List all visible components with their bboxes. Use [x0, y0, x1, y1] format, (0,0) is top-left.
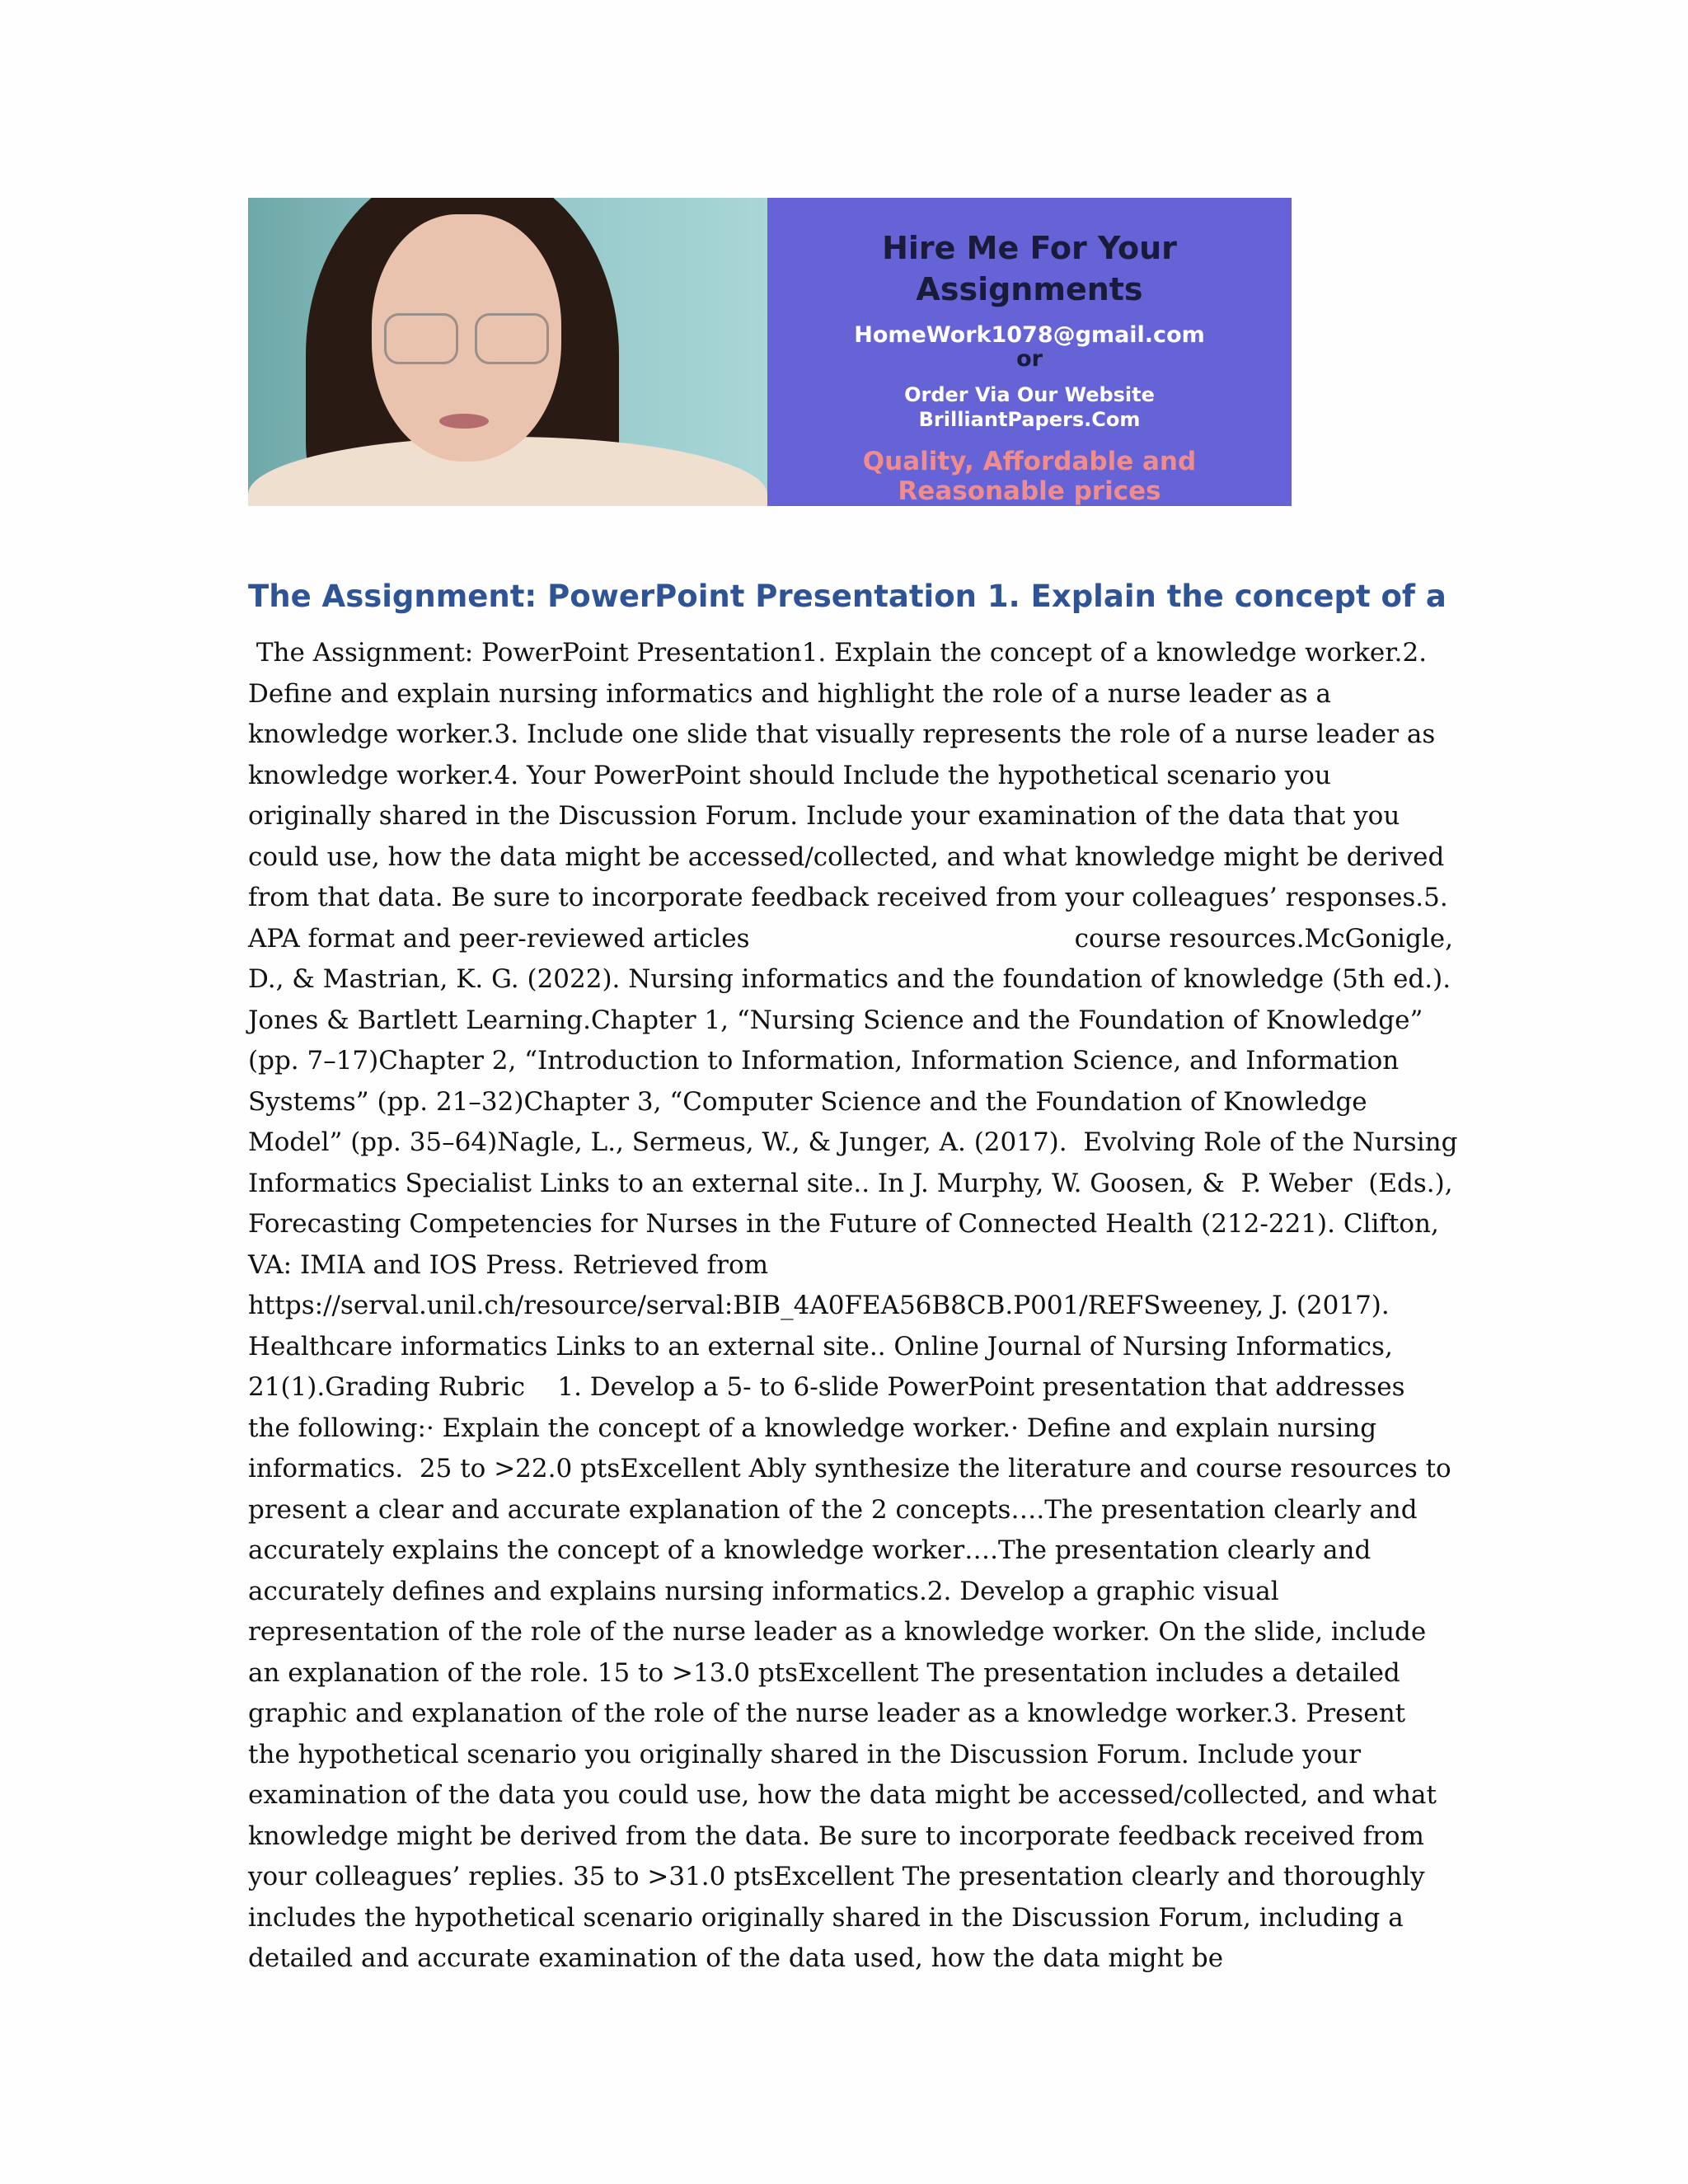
- body-line: Systems” (pp. 21–32)Chapter 3, “Computer Science and the Foundation of Knowledge: [248, 1086, 1367, 1117]
- body-line: Jones & Bartlett Learning.Chapter 1, “Nursing Science and the Foundation of Knowledge”: [248, 1005, 1423, 1035]
- body-line: accurately explains the concept of a knowledge worker….The presentation clearly and: [248, 1535, 1372, 1565]
- body-line: The Assignment: PowerPoint Presentation1. Explain the concept of a knowledge worker.2.: [248, 638, 1428, 668]
- body-line: accurately defines and explains nursing informatics.2. Develop a graphic visual: [248, 1576, 1279, 1606]
- page-heading: The Assignment: PowerPoint Presentation 1. Explain the concept of a: [248, 579, 1447, 614]
- banner-text-panel: [767, 198, 1292, 506]
- body-line: Define and explain nursing informatics and highlight the role of a nurse leader as a: [248, 678, 1331, 709]
- body-line: Informatics Specialist Links to an external site.. In J. Murphy, W. Goosen, & P. Weber (Eds.),: [248, 1168, 1453, 1198]
- body-paragraph: [248, 633, 1458, 1980]
- body-line: Forecasting Competencies for Nurses in the Future of Connected Health (212-221). Clifton,: [248, 1209, 1439, 1239]
- body-line: Model” (pp. 35–64)Nagle, L., Sermeus, W., & Junger, A. (2017). Evolving Role of the Nursing: [248, 1127, 1458, 1157]
- body-line: knowledge worker.3. Include one slide that visually represents the role of a nurse leader as: [248, 719, 1436, 749]
- body-line: informatics. 25 to >22.0 ptsExcellent Ably synthesize the literature and course resources to: [248, 1454, 1451, 1483]
- body-line: knowledge worker.4. Your PowerPoint should Include the hypothetical scenario you: [248, 760, 1331, 790]
- body-line: present a clear and accurate explanation of the 2 concepts….The presentation clearly and: [248, 1494, 1418, 1525]
- advertisement-banner: [248, 198, 1292, 506]
- body-line: the following:· Explain the concept of a knowledge worker.· Define and explain nursing: [248, 1413, 1377, 1443]
- banner-headline: Hire Me For Your Assignments: [882, 230, 1177, 307]
- body-line: knowledge might be derived from the data. Be sure to incorporate feedback received from: [248, 1821, 1424, 1851]
- body-line: detailed and accurate examination of the data used, how the data might be: [248, 1943, 1224, 1973]
- banner-or: or: [1016, 346, 1043, 372]
- body-line: an explanation of the role. 15 to >13.0 ptsExcellent The presentation includes a detailed: [248, 1657, 1400, 1688]
- banner-order-text: Order Via Our Website: [904, 383, 1155, 406]
- body-line: D., & Mastrian, K. G. (2022). Nursing informatics and the foundation of knowledge (5th ed.).: [248, 964, 1451, 994]
- body-line: includes the hypothetical scenario originally shared in the Discussion Forum, including a: [248, 1902, 1404, 1933]
- body-line: APA format and peer-reviewed articles course resources.McGonigle,: [248, 923, 1453, 954]
- body-line: (pp. 7–17)Chapter 2, “Introduction to Information, Information Science, and Information: [248, 1046, 1400, 1076]
- banner-tagline: Quality, Affordable and Reasonable prices: [862, 447, 1197, 506]
- body-line: examination of the data you could use, how the data might be accessed/collected, and what: [248, 1780, 1437, 1810]
- body-line: originally shared in the Discussion Forum. Include your examination of the data that you: [248, 801, 1400, 831]
- body-line: VA: IMIA and IOS Press. Retrieved from: [248, 1249, 769, 1280]
- banner-email: HomeWork1078@gmail.com: [854, 322, 1205, 348]
- body-line: 21(1).Grading Rubric 1. Develop a 5- to 6-slide PowerPoint presentation that addresses: [248, 1372, 1405, 1402]
- body-line: from that data. Be sure to incorporate feedback received from your colleagues’ responses.5.: [248, 883, 1448, 912]
- body-line: graphic and explanation of the role of the nurse leader as a knowledge worker.3. Present: [248, 1699, 1406, 1728]
- body-line: your colleagues’ replies. 35 to >31.0 ptsExcellent The presentation clearly and thoroughly: [248, 1862, 1425, 1891]
- body-line: the hypothetical scenario you originally shared in the Discussion Forum. Include your: [248, 1739, 1362, 1769]
- body-line: representation of the role of the nurse leader as a knowledge worker. On the slide, include: [248, 1617, 1427, 1647]
- body-line: https://serval.unil.ch/resource/serval:BIB_4A0FEA56B8CB.P001/REFSweeney, J. (2017).: [248, 1291, 1390, 1320]
- body-line: could use, how the data might be accessed/collected, and what knowledge might be derived: [248, 841, 1445, 872]
- body-line: Healthcare informatics Links to an external site.. Online Journal of Nursing Informatics,: [248, 1331, 1393, 1361]
- banner-portrait-image: [248, 198, 767, 506]
- banner-website: BrilliantPapers.Com: [918, 408, 1141, 431]
